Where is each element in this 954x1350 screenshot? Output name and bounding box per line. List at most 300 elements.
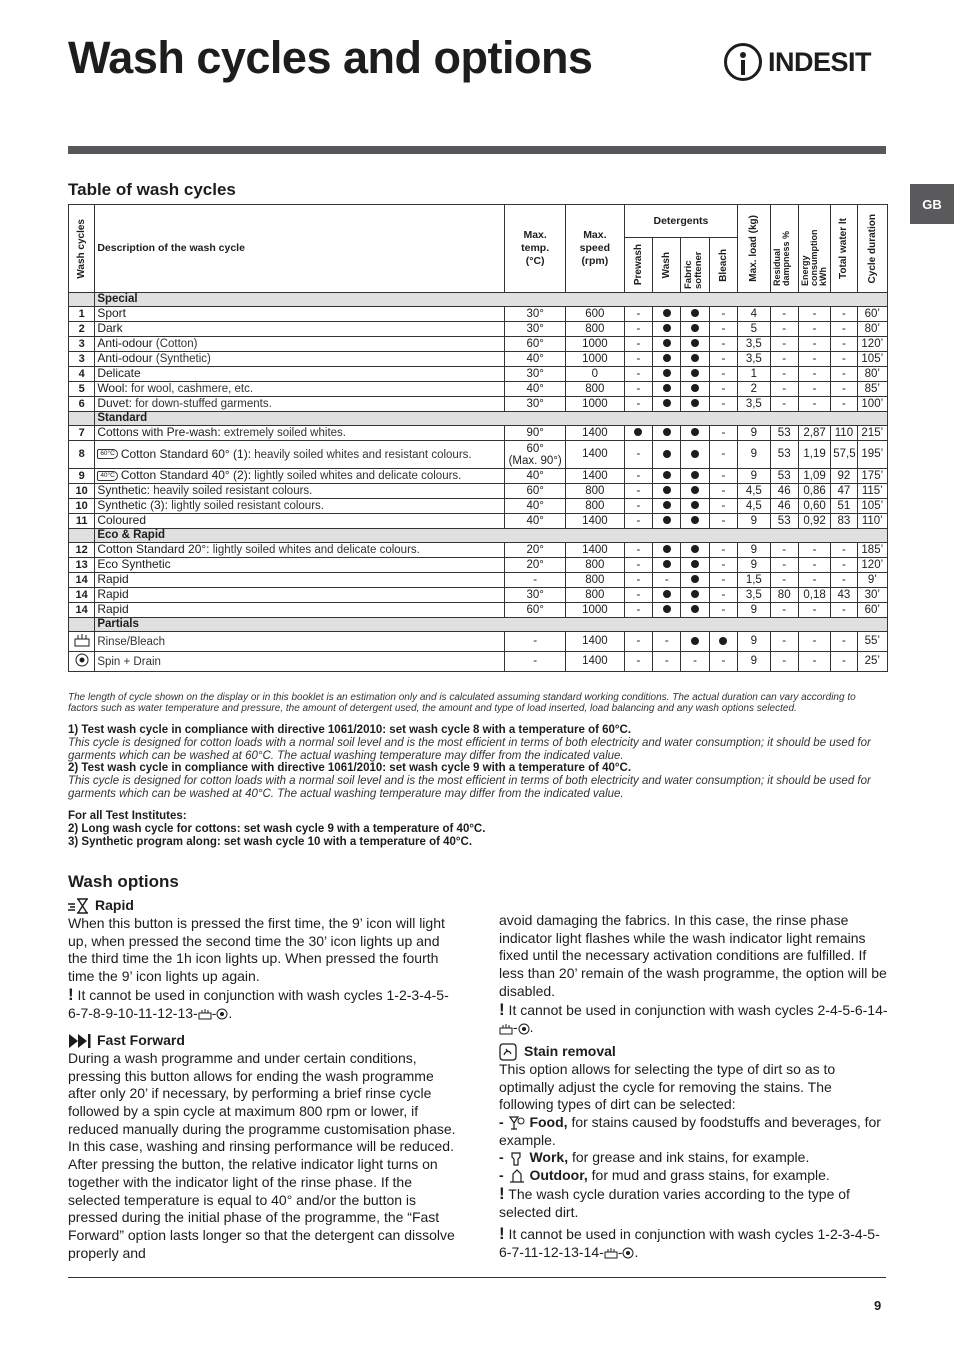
cycle-description <box>95 543 505 558</box>
cell-damp: 46 <box>770 499 798 514</box>
temperature-badge-icon: 60°C <box>97 449 118 459</box>
cell-speed: 800 <box>566 499 625 514</box>
header-max-load: Max. load (kg) <box>738 205 770 293</box>
cell-soft <box>681 632 709 652</box>
table-row <box>69 322 888 337</box>
cell-energy: - <box>798 307 830 322</box>
cell-temp: 60° <box>505 484 566 499</box>
cell-speed: 1000 <box>566 397 625 412</box>
cycle-number: 2 <box>69 322 95 337</box>
cell-speed: 800 <box>566 322 625 337</box>
cycle-detail: extremely soiled whites. <box>220 427 346 439</box>
cell-temp: 30° <box>505 588 566 603</box>
dot-icon <box>691 605 699 613</box>
cell-dur: 60’ <box>857 603 887 618</box>
warning-icon: ! <box>499 1183 505 1203</box>
cycle-detail: heavily soiled whites and resistant colours. <box>251 448 472 461</box>
rapid-warning: ! It cannot be used in conjunction with wash cycles 1-2-3-4-5-6-7-8-9-10-11-12-13- - . <box>68 984 449 1021</box>
cell-temp: 40° <box>505 352 566 367</box>
temperature-badge-icon: 40°C <box>97 471 118 481</box>
cell-load: 9 <box>738 469 770 484</box>
cycle-detail: Spin + Drain <box>97 655 161 668</box>
cell-load: 4,5 <box>738 499 770 514</box>
cell-pre <box>624 426 652 441</box>
cell-water: 47 <box>831 484 857 499</box>
cell-dur: 80’ <box>857 322 887 337</box>
header-description: Description of the wash cycle <box>95 205 505 293</box>
cell-pre: - <box>624 514 652 529</box>
section-name: Eco & Rapid <box>95 529 888 543</box>
cell-energy: - <box>798 337 830 352</box>
header-duration: Cycle duration <box>857 205 887 293</box>
table-footnote: The length of cycle shown on the display or in this booklet is an estimation only and is calculated assuming standard working conditions. The actual duration can vary according to factors such as water temperature and pressure, the amount of detergent used, the amount and type of load inserted, load balancing and any wash options selected. <box>68 692 856 714</box>
dot-icon <box>691 428 699 436</box>
cell-temp <box>505 441 566 469</box>
cell-bleach: - <box>709 588 737 603</box>
dot-icon <box>691 384 699 392</box>
header-bleach: Bleach <box>709 238 737 293</box>
cell-wash <box>653 588 681 603</box>
food-label: Food, <box>529 1114 568 1131</box>
rapid-title: Rapid <box>95 897 134 914</box>
section-name: Special <box>95 293 888 307</box>
cycle-detail: (Cotton) <box>152 338 198 350</box>
note-1-text: This cycle is designed for cotton loads with a normal soil level and is the most efficient in terms of both electricity and water consumption; it should be used for garments which can be washed at 60°C. The actual washing temperature may differ from the indicated value. <box>68 737 871 762</box>
table-section-row <box>69 529 888 543</box>
cell-energy: 0,86 <box>798 484 830 499</box>
cell-speed: 1400 <box>566 543 625 558</box>
stain-duration-warning-text: The wash cycle duration varies according to the type of selected dirt. <box>499 1185 850 1220</box>
rinse-icon <box>499 1023 513 1035</box>
cell-soft <box>681 469 709 484</box>
cell-speed: 1400 <box>566 514 625 529</box>
cell-pre: - <box>624 558 652 573</box>
cycle-number: 14 <box>69 588 95 603</box>
cell-wash <box>653 499 681 514</box>
stain-food-item: - Food, for stains caused by foodstuffs and beverages, for example. <box>499 1114 881 1148</box>
footer-rule <box>68 1277 886 1278</box>
cell-damp: 53 <box>770 441 798 469</box>
cell-damp: - <box>770 632 798 652</box>
cell-water: - <box>831 573 857 588</box>
cell-water: 57,5 <box>831 441 857 469</box>
cell-speed: 1400 <box>566 426 625 441</box>
cell-soft <box>681 426 709 441</box>
dot-icon <box>663 501 671 509</box>
note-1-title: 1) Test wash cycle in compliance with directive 1061/2010: set wash cycle 8 with a temperature of 60°C. <box>68 724 632 736</box>
table-row <box>69 543 888 558</box>
dot-icon <box>663 516 671 524</box>
rapid-icon <box>68 897 90 915</box>
cycle-number: 4 <box>69 367 95 382</box>
cell-dur: 120’ <box>857 558 887 573</box>
cell-temp: 30° <box>505 367 566 382</box>
cell-water: - <box>831 382 857 397</box>
cell-bleach: - <box>709 543 737 558</box>
cell-energy: - <box>798 603 830 618</box>
table-row <box>69 337 888 352</box>
cycle-description <box>95 514 505 529</box>
cell-bleach: - <box>709 603 737 618</box>
language-tab: GB <box>910 184 954 224</box>
dot-icon <box>691 399 699 407</box>
cell-load: 9 <box>738 652 770 672</box>
cycle-detail: for down-stuffed garments. <box>132 398 272 410</box>
cell-bleach: - <box>709 382 737 397</box>
dot-icon <box>634 428 642 436</box>
cell-bleach: - <box>709 499 737 514</box>
cell-wash <box>653 397 681 412</box>
cell-soft <box>681 382 709 397</box>
temp-max-value: (Max. 90°) <box>508 454 562 467</box>
cell-soft <box>681 543 709 558</box>
cell-wash <box>653 322 681 337</box>
stain-removal-warning-text: It cannot be used in conjunction with wash cycles 1-2-3-4-5-6-7-11-12-13-14- <box>499 1226 880 1260</box>
spin-icon <box>518 1023 530 1035</box>
fast-forward-title: Fast Forward <box>97 1032 185 1049</box>
cell-water: - <box>831 322 857 337</box>
cell-temp: - <box>505 573 566 588</box>
fast-forward-text-cont: avoid damaging the fabrics. In this case, the rinse phase indicator light flashes while the wash indicator light remains fixed until the necessary activation conditions are fulfilled. If less than 20’ remain of the wash programme, the option will be disabled. <box>499 912 887 999</box>
dot-icon <box>663 590 671 598</box>
cycle-name: Cotton Standard 60° (1): <box>120 446 252 461</box>
cell-damp: - <box>770 652 798 672</box>
cell-temp: - <box>505 652 566 672</box>
cycle-description <box>95 367 505 382</box>
dot-icon <box>663 339 671 347</box>
cell-energy: 2,87 <box>798 426 830 441</box>
cell-speed: 600 <box>566 307 625 322</box>
dot-icon <box>691 545 699 553</box>
cell-pre: - <box>624 573 652 588</box>
section-name: Standard <box>95 412 888 426</box>
cycle-detail: (Synthetic) <box>152 353 211 365</box>
brand-name: INDESIT <box>768 46 872 77</box>
cell-load: 9 <box>738 558 770 573</box>
cell-energy: 0,60 <box>798 499 830 514</box>
cycle-name: Wool: <box>97 381 128 395</box>
cell-temp: 30° <box>505 307 566 322</box>
header-energy: Energy consumption kWh <box>798 205 830 293</box>
cell-speed: 800 <box>566 382 625 397</box>
brand-logo <box>724 42 871 82</box>
work-text: for grease and ink stains, for example. <box>568 1149 810 1166</box>
cell-temp: 40° <box>505 499 566 514</box>
cell-dur: 25’ <box>857 652 887 672</box>
cycle-number: 14 <box>69 603 95 618</box>
cell-dur: 9’ <box>857 573 887 588</box>
cell-water: - <box>831 543 857 558</box>
cell-pre: - <box>624 367 652 382</box>
cycle-number <box>69 632 95 652</box>
cell-energy: 0,92 <box>798 514 830 529</box>
institutes-note-1: 2) Long wash cycle for cottons: set wash cycle 9 with a temperature of 40°C. <box>68 823 486 835</box>
options-right-column <box>499 912 889 1262</box>
cell-pre: - <box>624 352 652 367</box>
food-text: for stains caused by foodstuffs and beverages, for example. <box>499 1114 881 1148</box>
cell-load: 1 <box>738 367 770 382</box>
dot-icon <box>663 428 671 436</box>
fast-forward-warning: ! It cannot be used in conjunction with wash cycles 2-4-5-6-14-- . <box>499 999 888 1036</box>
cycle-description <box>95 441 505 469</box>
cell-pre: - <box>624 382 652 397</box>
cell-bleach: - <box>709 441 737 469</box>
dot-icon <box>691 575 699 583</box>
cell-dur: 55’ <box>857 632 887 652</box>
fast-forward-warning-text: It cannot be used in conjunction with wash cycles 2-4-5-6-14- <box>504 1001 888 1018</box>
dot-icon <box>691 637 699 645</box>
cycle-number: 13 <box>69 558 95 573</box>
rinse-icon <box>604 1247 618 1259</box>
cell-energy: - <box>798 322 830 337</box>
cell-load: 9 <box>738 441 770 469</box>
cell-dur: 185’ <box>857 543 887 558</box>
cell-damp: - <box>770 397 798 412</box>
page-title: Wash cycles and options <box>68 32 593 83</box>
cell-energy: - <box>798 558 830 573</box>
cell-pre: - <box>624 441 652 469</box>
cell-speed: 1400 <box>566 652 625 672</box>
stain-removal-title: Stain removal <box>524 1043 616 1060</box>
work-icon <box>508 1151 526 1167</box>
cell-soft: - <box>681 652 709 672</box>
cell-soft <box>681 397 709 412</box>
cell-speed: 1400 <box>566 441 625 469</box>
cell-bleach: - <box>709 307 737 322</box>
header-detergents: Detergents <box>624 205 737 238</box>
cell-water: - <box>831 307 857 322</box>
indesit-logo-icon <box>724 43 762 81</box>
cell-soft <box>681 307 709 322</box>
cell-temp: 30° <box>505 397 566 412</box>
cycle-name: Cottons with Pre-wash: <box>97 425 221 439</box>
cell-bleach: - <box>709 652 737 672</box>
table-row <box>69 382 888 397</box>
cell-damp: 53 <box>770 514 798 529</box>
cell-wash: - <box>653 573 681 588</box>
cell-wash <box>653 382 681 397</box>
cell-load: 2 <box>738 382 770 397</box>
fast-forward-heading <box>68 1032 460 1050</box>
dot-icon <box>691 339 699 347</box>
header-wash: Wash <box>653 238 681 293</box>
table-row <box>69 397 888 412</box>
cell-dur: 105’ <box>857 352 887 367</box>
cell-damp: - <box>770 603 798 618</box>
cell-load: 5 <box>738 322 770 337</box>
page-number: 9 <box>874 1298 882 1313</box>
cell-water: 43 <box>831 588 857 603</box>
cycle-number: 10 <box>69 484 95 499</box>
cycle-name: Duvet: <box>97 396 132 410</box>
cell-temp: 90° <box>505 426 566 441</box>
cell-load: 9 <box>738 543 770 558</box>
cell-damp: - <box>770 543 798 558</box>
cell-damp: - <box>770 337 798 352</box>
food-icon <box>508 1115 526 1131</box>
cell-energy: 1,19 <box>798 441 830 469</box>
table-row <box>69 632 888 652</box>
dot-icon <box>691 560 699 568</box>
header-total-water: Total water lt <box>831 205 857 293</box>
table-row <box>69 573 888 588</box>
cell-soft <box>681 367 709 382</box>
cell-water: - <box>831 558 857 573</box>
rinse-icon <box>74 633 90 647</box>
cell-wash: - <box>653 652 681 672</box>
cell-temp: 40° <box>505 382 566 397</box>
table-row <box>69 588 888 603</box>
cell-damp: 46 <box>770 484 798 499</box>
cell-water: - <box>831 652 857 672</box>
header-max-speed: Max. speed (rpm) <box>566 205 625 293</box>
cycle-description <box>95 558 505 573</box>
cycle-description <box>95 632 505 652</box>
cycle-name: Dark <box>97 321 123 335</box>
dot-icon <box>663 384 671 392</box>
cell-temp: 40° <box>505 514 566 529</box>
rapid-warning-text: It cannot be used in conjunction with wash cycles 1-2-3-4-5-6-7-8-9-10-11-12-13- <box>68 986 449 1021</box>
cell-dur: 215’ <box>857 426 887 441</box>
cell-wash <box>653 514 681 529</box>
cell-water: - <box>831 367 857 382</box>
cell-speed: 1000 <box>566 337 625 352</box>
stain-work-item: - Work, for grease and ink stains, for example. <box>499 1149 810 1166</box>
cell-pre: - <box>624 484 652 499</box>
cycle-description <box>95 426 505 441</box>
dot-icon <box>663 309 671 317</box>
cell-soft <box>681 514 709 529</box>
note-2-title: 2) Test wash cycle in compliance with directive 1061/2010: set wash cycle 9 with a temperature of 40°C. <box>68 762 632 774</box>
cycle-name: Anti-odour <box>97 336 153 350</box>
header-prewash: Prewash <box>624 238 652 293</box>
dot-icon <box>663 399 671 407</box>
cell-bleach: - <box>709 397 737 412</box>
cell-load: 9 <box>738 426 770 441</box>
spin-icon <box>622 1247 634 1259</box>
rapid-text: When this button is pressed the first time, the 9’ icon will light up, when pressed the second time the 30’ icon lights up and the third time the 1h icon lights up. When pressed the fourth time the 9’ icon lights up again. <box>68 915 445 985</box>
cell-pre: - <box>624 307 652 322</box>
cell-pre: - <box>624 469 652 484</box>
cell-load: 4,5 <box>738 484 770 499</box>
cell-water: - <box>831 337 857 352</box>
institutes-title: For all Test Institutes: <box>68 810 187 822</box>
cycle-detail: Rinse/Bleach <box>97 635 166 648</box>
cell-water: 92 <box>831 469 857 484</box>
cycle-description <box>95 307 505 322</box>
cell-damp: - <box>770 558 798 573</box>
cell-dur: 80’ <box>857 367 887 382</box>
cell-wash <box>653 426 681 441</box>
dot-icon <box>663 560 671 568</box>
dot-icon <box>691 501 699 509</box>
cell-dur: 115’ <box>857 484 887 499</box>
cell-dur: 120’ <box>857 337 887 352</box>
dot-icon <box>691 309 699 317</box>
cell-dur: 110’ <box>857 514 887 529</box>
cell-damp: - <box>770 352 798 367</box>
dot-icon <box>663 324 671 332</box>
cell-damp: 53 <box>770 426 798 441</box>
cycle-name: Anti-odour <box>97 351 153 365</box>
cell-water: 83 <box>831 514 857 529</box>
dot-icon <box>691 590 699 598</box>
cell-energy: - <box>798 543 830 558</box>
cell-soft <box>681 588 709 603</box>
table-section-row <box>69 412 888 426</box>
cycle-description <box>95 397 505 412</box>
header-max-temp: Max. temp. (°C) <box>505 205 566 293</box>
cell-load: 1,5 <box>738 573 770 588</box>
cell-water: - <box>831 632 857 652</box>
cycle-name: Coloured <box>97 513 147 527</box>
cell-bleach: - <box>709 322 737 337</box>
cell-temp: 40° <box>505 469 566 484</box>
cell-bleach: - <box>709 352 737 367</box>
dot-icon <box>663 486 671 494</box>
cell-soft <box>681 499 709 514</box>
cell-load: 9 <box>738 632 770 652</box>
cell-energy: - <box>798 382 830 397</box>
cell-bleach: - <box>709 367 737 382</box>
stain-removal-heading <box>499 1043 889 1061</box>
institutes-note-2: 3) Synthetic program along: set wash cycle 10 with a temperature of 40°C. <box>68 836 473 848</box>
cell-wash <box>653 337 681 352</box>
cycle-description <box>95 382 505 397</box>
cell-bleach: - <box>709 558 737 573</box>
cycle-name: Synthetic (3): <box>97 498 169 512</box>
cell-bleach: - <box>709 426 737 441</box>
cell-wash <box>653 352 681 367</box>
cell-damp: 53 <box>770 469 798 484</box>
cell-water: 51 <box>831 499 857 514</box>
cycle-description <box>95 484 505 499</box>
cell-dur: 30’ <box>857 588 887 603</box>
table-row <box>69 652 888 672</box>
dot-icon <box>691 369 699 377</box>
wash-options-title: Wash options <box>68 872 179 891</box>
cycle-number: 12 <box>69 543 95 558</box>
table-row <box>69 558 888 573</box>
cell-speed: 0 <box>566 367 625 382</box>
note-2-text: This cycle is designed for cotton loads with a normal soil level and is the most efficient in terms of both electricity and water consumption; it should be used for garments which can be washed at 40°C. The actual washing temperature may differ from the indicated value. <box>68 775 871 800</box>
cell-soft <box>681 573 709 588</box>
cell-pre: - <box>624 337 652 352</box>
rapid-heading <box>68 897 460 915</box>
cycle-description <box>95 573 505 588</box>
cell-dur: 175’ <box>857 469 887 484</box>
cycle-name: Rapid <box>97 587 129 601</box>
cycle-number: 8 <box>69 441 95 469</box>
cell-wash <box>653 603 681 618</box>
cell-wash <box>653 543 681 558</box>
options-left-column <box>68 897 460 1262</box>
table-row <box>69 514 888 529</box>
cycle-number: 11 <box>69 514 95 529</box>
cycle-description <box>95 469 505 484</box>
warning-icon: ! <box>499 1224 505 1244</box>
cell-wash: - <box>653 632 681 652</box>
cell-speed: 1400 <box>566 469 625 484</box>
cycle-number: 14 <box>69 573 95 588</box>
section-name: Partials <box>95 618 888 632</box>
cell-speed: 800 <box>566 573 625 588</box>
cell-dur: 195’ <box>857 441 887 469</box>
cycle-name: Cotton Standard 40° (2): <box>120 468 252 482</box>
cell-soft <box>681 558 709 573</box>
cell-temp: 20° <box>505 543 566 558</box>
cycle-detail: lightly soiled whites and delicate colours. <box>209 544 420 556</box>
